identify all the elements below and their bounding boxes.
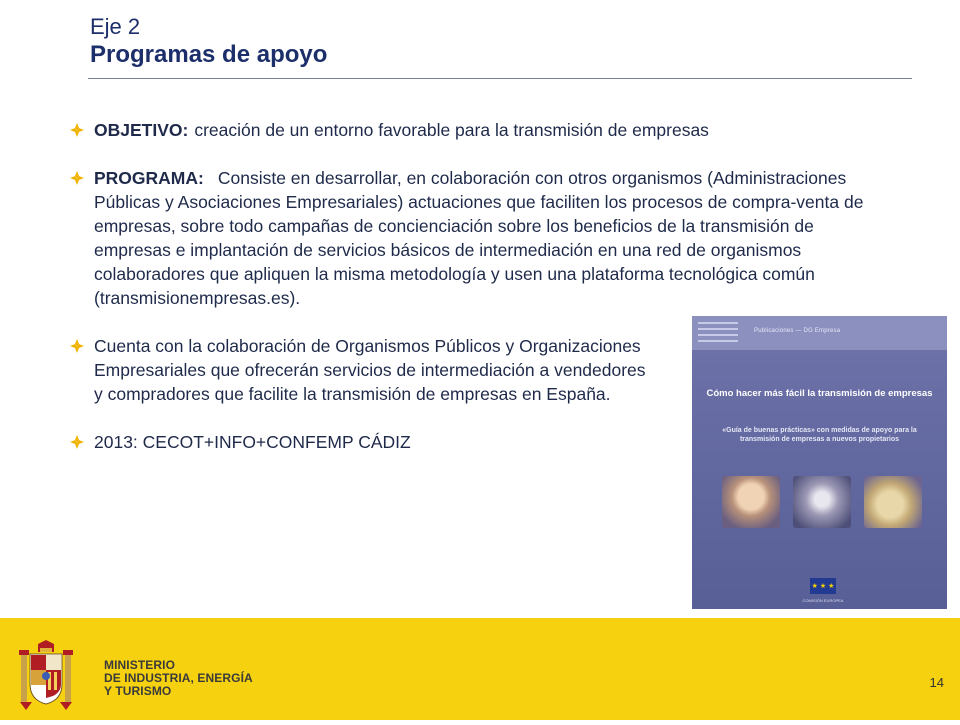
slide-title-block (90, 14, 327, 70)
book-photos (722, 476, 922, 528)
spain-crest-icon (16, 640, 76, 720)
ministry-line-3: Y TURISMO (104, 684, 172, 698)
ministry-line-2: DE INDUSTRIA, ENERGÍA (104, 671, 253, 685)
page-number: 14 (929, 675, 944, 690)
programa-label: PROGRAMA: (94, 168, 204, 188)
diamond-bullet-icon (70, 171, 84, 185)
bullet-objetivo (68, 118, 888, 142)
book-strip-lines (698, 322, 738, 346)
book-cover-image (692, 316, 947, 609)
diamond-bullet-icon (70, 123, 84, 137)
year-text: 2013: CECOT+INFO+CONFEMP CÁDIZ (94, 432, 411, 452)
ministry-name (104, 659, 253, 698)
bullet-programa (68, 166, 888, 310)
book-photo-coins (864, 476, 922, 528)
title-divider (88, 78, 912, 79)
slide-title-axis: Eje 2 (90, 14, 141, 39)
colaboracion-text: Cuenta con la colaboración de Organismos Públicos y Organizaciones Empresariales que ofrecerán servicios de intermediación a vendedores y compradores que facilite la transmisión de empresas en España. (94, 336, 646, 404)
footer-bar (0, 618, 960, 720)
objetivo-label: OBJETIVO: (94, 120, 189, 140)
diamond-bullet-icon (70, 339, 84, 353)
book-photo-woman (722, 476, 780, 528)
book-publisher: Publicaciones — DG Empresa (754, 328, 841, 334)
book-title: Cómo hacer más fácil la transmisión de empresas (706, 388, 933, 399)
diamond-bullet-icon (70, 435, 84, 449)
book-header-strip (692, 316, 947, 350)
slide-title: Programas de apoyo (90, 41, 328, 68)
book-subtitle: «Guía de buenas prácticas» con medidas de apoyo para la transmisión de empresas a nuevos propietarios (722, 427, 917, 443)
book-eu-label: COMISIÓN EUROPEA (802, 598, 844, 603)
eu-flag-icon: ★ ★ ★ (810, 578, 836, 594)
bullet-colaboracion (68, 334, 654, 406)
programa-text: Consiste en desarrollar, en colaboración con otros organismos (Administraciones Públicas y Asociaciones Empresariales) actuaciones que faciliten los procesos de compra-venta de empresas, sobre todo campañas de concienciación sobre los beneficios de la transmisión de empresas e implantación de servicios básicos de intermediación en una red de organismos colaboradores que apliquen la misma metodología y usen una plataforma tecnológica común (transmisionempresas.es). (94, 168, 864, 308)
ministry-line-1: MINISTERIO (104, 658, 176, 672)
book-photo-light (793, 476, 851, 528)
objetivo-text: creación de un entorno favorable para la transmisión de empresas (194, 120, 709, 140)
